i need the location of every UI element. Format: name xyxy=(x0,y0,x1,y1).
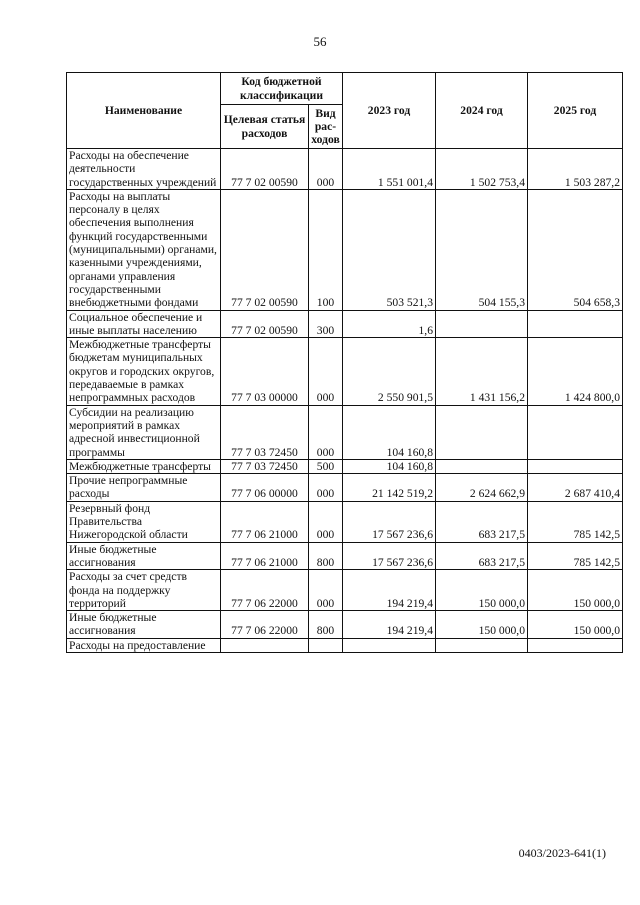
cell-code: 77 7 02 00590 xyxy=(221,310,309,338)
cell-name: Иные бюджетные ассигнования xyxy=(67,611,221,639)
cell-y2025 xyxy=(528,638,623,652)
cell-code: 77 7 06 22000 xyxy=(221,611,309,639)
header-name: Наименование xyxy=(67,73,221,149)
cell-y2024: 1 431 156,2 xyxy=(436,338,528,405)
cell-y2024: 1 502 753,4 xyxy=(436,149,528,190)
cell-y2024 xyxy=(436,459,528,473)
header-2024: 2024 год xyxy=(436,73,528,149)
cell-y2023: 104 160,8 xyxy=(343,459,436,473)
table-body xyxy=(67,149,623,653)
header-code-group: Код бюджетной классификации xyxy=(221,73,343,105)
cell-kind: 300 xyxy=(309,310,343,338)
cell-kind: 800 xyxy=(309,542,343,570)
table-row xyxy=(67,189,623,310)
cell-y2025 xyxy=(528,459,623,473)
cell-name: Расходы на предоставление xyxy=(67,638,221,652)
cell-kind: 000 xyxy=(309,501,343,542)
table-row xyxy=(67,474,623,502)
cell-code: 77 7 03 00000 xyxy=(221,338,309,405)
cell-y2023: 1,6 xyxy=(343,310,436,338)
cell-name: Расходы за счет средств фонда на поддержку территорий xyxy=(67,570,221,611)
cell-code: 77 7 02 00590 xyxy=(221,149,309,190)
cell-y2025: 150 000,0 xyxy=(528,611,623,639)
cell-code: 77 7 06 22000 xyxy=(221,570,309,611)
cell-y2025: 504 658,3 xyxy=(528,189,623,310)
cell-y2023: 104 160,8 xyxy=(343,405,436,459)
table-row xyxy=(67,405,623,459)
cell-y2024: 150 000,0 xyxy=(436,611,528,639)
cell-code: 77 7 06 21000 xyxy=(221,542,309,570)
cell-y2023: 194 219,4 xyxy=(343,570,436,611)
cell-code: 77 7 02 00590 xyxy=(221,189,309,310)
cell-name: Субсидии на реализацию мероприятий в рамках адресной инвестиционной программы xyxy=(67,405,221,459)
document-number: 0403/2023-641(1) xyxy=(518,846,606,860)
cell-y2024 xyxy=(436,405,528,459)
cell-kind: 100 xyxy=(309,189,343,310)
cell-kind: 000 xyxy=(309,405,343,459)
cell-name: Расходы на обеспечение деятельности государственных учреждений xyxy=(67,149,221,190)
table-row xyxy=(67,459,623,473)
cell-code: 77 7 06 21000 xyxy=(221,501,309,542)
cell-code xyxy=(221,638,309,652)
cell-name: Межбюджетные трансферты xyxy=(67,459,221,473)
cell-kind: 800 xyxy=(309,611,343,639)
header-2023: 2023 год xyxy=(343,73,436,149)
cell-y2023: 194 219,4 xyxy=(343,611,436,639)
table-row xyxy=(67,570,623,611)
page-number: 56 xyxy=(313,34,327,49)
budget-table xyxy=(66,72,623,653)
cell-y2025: 150 000,0 xyxy=(528,570,623,611)
cell-y2025: 785 142,5 xyxy=(528,501,623,542)
cell-code: 77 7 03 72450 xyxy=(221,459,309,473)
cell-name: Иные бюджетные ассигнования xyxy=(67,542,221,570)
cell-y2024 xyxy=(436,310,528,338)
cell-code: 77 7 03 72450 xyxy=(221,405,309,459)
cell-y2024: 683 217,5 xyxy=(436,542,528,570)
cell-name: Социальное обеспечение и иные выплаты населению xyxy=(67,310,221,338)
cell-y2023: 17 567 236,6 xyxy=(343,542,436,570)
cell-y2023: 17 567 236,6 xyxy=(343,501,436,542)
table-row xyxy=(67,149,623,190)
cell-y2023: 2 550 901,5 xyxy=(343,338,436,405)
cell-y2023: 503 521,3 xyxy=(343,189,436,310)
cell-y2024: 683 217,5 xyxy=(436,501,528,542)
cell-kind: 500 xyxy=(309,459,343,473)
header-target-article: Целевая статья расходов xyxy=(221,105,309,149)
cell-y2023: 21 142 519,2 xyxy=(343,474,436,502)
cell-y2025 xyxy=(528,310,623,338)
cell-kind: 000 xyxy=(309,570,343,611)
cell-y2024: 150 000,0 xyxy=(436,570,528,611)
cell-y2023: 1 551 001,4 xyxy=(343,149,436,190)
table-row xyxy=(67,338,623,405)
header-2025: 2025 год xyxy=(528,73,623,149)
cell-code: 77 7 06 00000 xyxy=(221,474,309,502)
cell-name: Расходы на выплаты персоналу в целях обеспечения выполнения функций государственными (муниципальными) органами, казенными учреждениями, органами управления государственными внебюджетными фондами xyxy=(67,189,221,310)
cell-name: Резервный фонд Правительства Нижегородской области xyxy=(67,501,221,542)
cell-kind: 000 xyxy=(309,474,343,502)
cell-kind: 000 xyxy=(309,338,343,405)
table-row xyxy=(67,611,623,639)
table-row xyxy=(67,638,623,652)
cell-y2025: 1 424 800,0 xyxy=(528,338,623,405)
table-row xyxy=(67,501,623,542)
cell-y2024 xyxy=(436,638,528,652)
cell-y2024: 504 155,3 xyxy=(436,189,528,310)
cell-y2023 xyxy=(343,638,436,652)
cell-name: Прочие непрограммные расходы xyxy=(67,474,221,502)
cell-y2025: 2 687 410,4 xyxy=(528,474,623,502)
cell-name: Межбюджетные трансферты бюджетам муниципальных округов и городских округов, передаваемые в рамках непрограммных расходов xyxy=(67,338,221,405)
cell-y2025: 785 142,5 xyxy=(528,542,623,570)
table-row xyxy=(67,542,623,570)
cell-y2024: 2 624 662,9 xyxy=(436,474,528,502)
cell-y2025 xyxy=(528,405,623,459)
header-expense-type: Вид рас-ходов xyxy=(309,105,343,149)
cell-kind: 000 xyxy=(309,149,343,190)
table-row xyxy=(67,310,623,338)
cell-y2025: 1 503 287,2 xyxy=(528,149,623,190)
cell-kind xyxy=(309,638,343,652)
